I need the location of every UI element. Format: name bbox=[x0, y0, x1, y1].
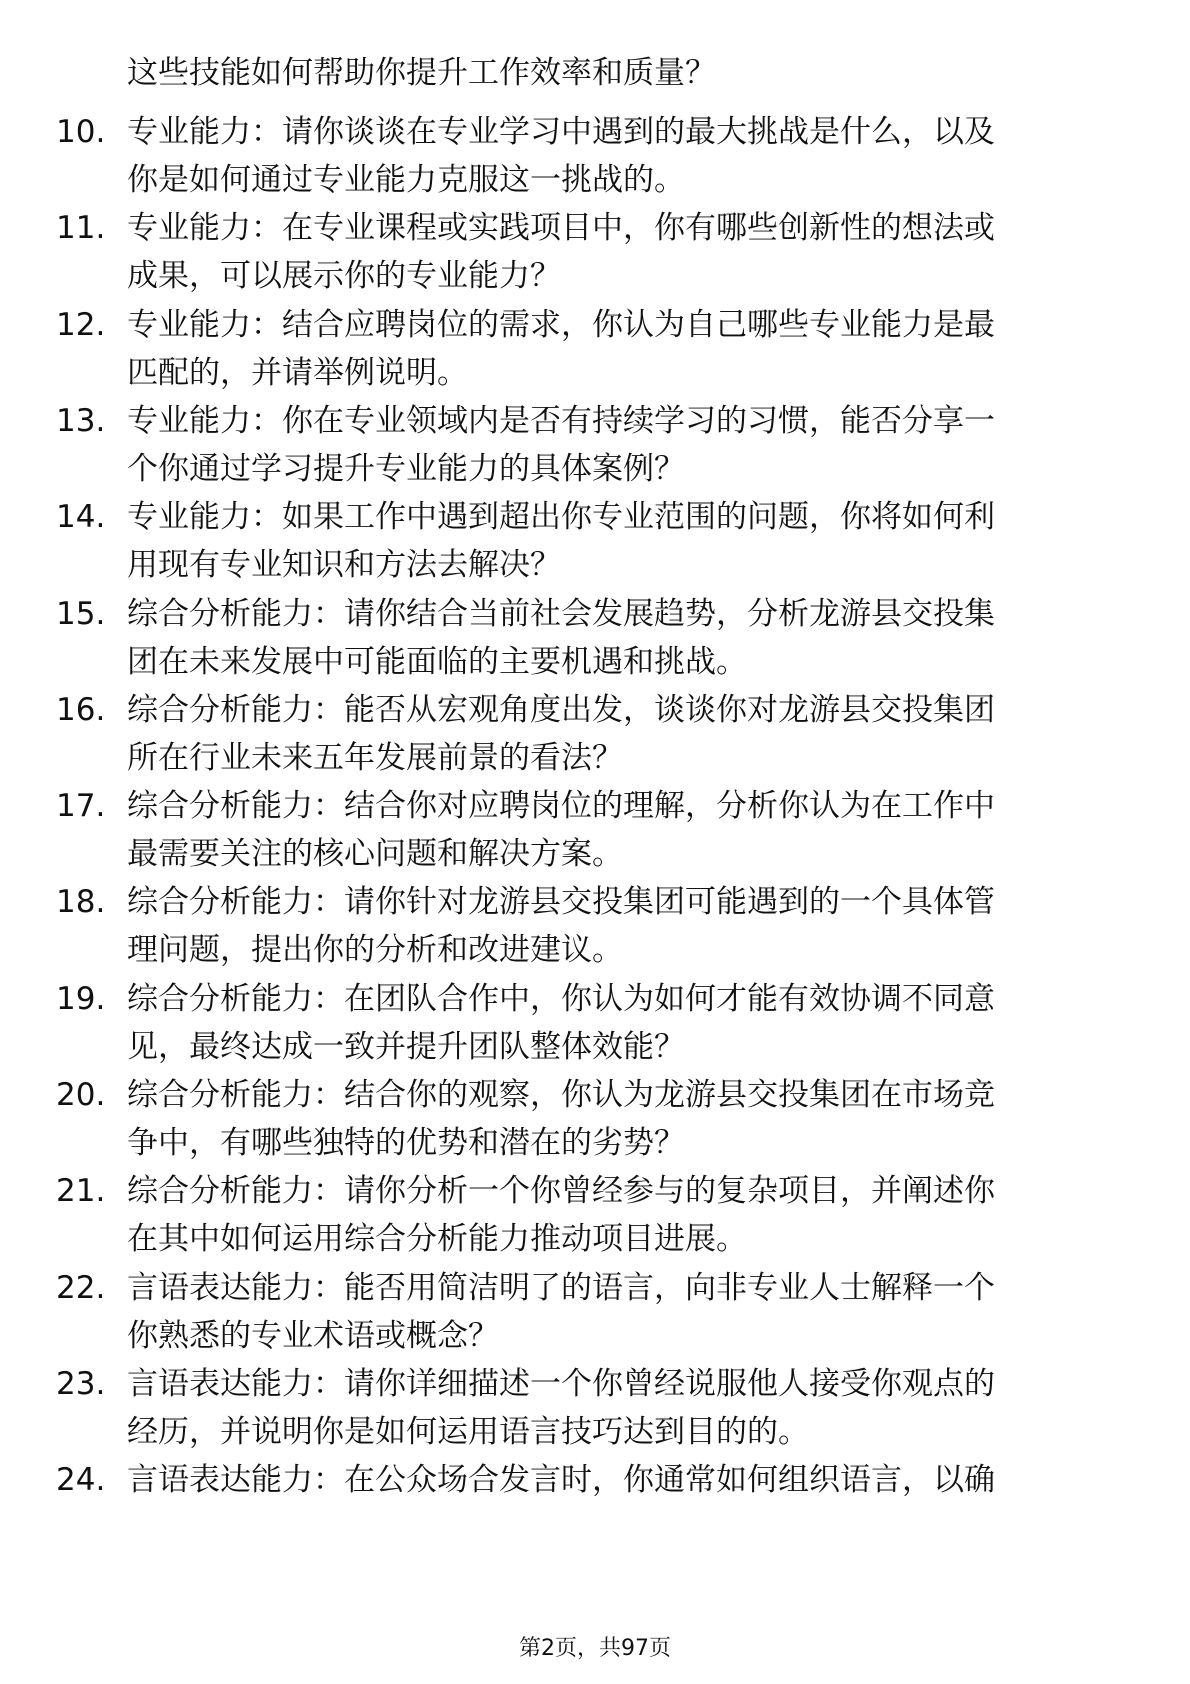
item-text bbox=[127, 1360, 1127, 1456]
item-text-line: 专业能力：在专业课程或实践项目中，你有哪些创新性的想法或 bbox=[127, 210, 995, 247]
item-text-line: 专业能力：结合应聘岗位的需求，你认为自己哪些专业能力是最 bbox=[127, 306, 995, 343]
item-text-line: 综合分析能力：请你分析一个你曾经参与的复杂项目，并阐述你 bbox=[127, 1173, 995, 1210]
item-number: 12. bbox=[56, 306, 106, 343]
item-text-line: 理问题，提出你的分析和改进建议。 bbox=[127, 932, 623, 969]
item-number: 24. bbox=[56, 1462, 106, 1499]
item-text bbox=[127, 204, 1127, 300]
item-text-line: 你熟悉的专业术语或概念？ bbox=[127, 1317, 499, 1354]
item-text-line: 争中，有哪些独特的优势和潜在的劣势？ bbox=[127, 1125, 685, 1161]
item-number: 13. bbox=[56, 402, 106, 439]
item-text-line: 经历，并说明你是如何运用语言技巧达到目的的。 bbox=[127, 1413, 809, 1450]
item-number: 17. bbox=[56, 788, 106, 825]
item-text-line: 言语表达能力：请你详细描述一个你曾经说服他人接受你观点的 bbox=[127, 1365, 995, 1402]
item-text-line: 专业能力：请你谈谈在专业学习中遇到的最大挑战是什么，以及 bbox=[127, 114, 995, 150]
item-number: 18. bbox=[56, 884, 106, 921]
item-text bbox=[127, 1456, 1127, 1504]
item-text-line: 团在未来发展中可能面临的主要机遇和挑战。 bbox=[127, 643, 747, 680]
item-text bbox=[127, 1167, 1127, 1263]
item-number: 19. bbox=[56, 980, 106, 1017]
continuation-line: 这些技能如何帮助你提升工作效率和质量？ bbox=[127, 55, 716, 91]
item-number: 20. bbox=[56, 1077, 106, 1113]
item-number: 23. bbox=[56, 1365, 106, 1402]
item-text-line: 个你通过学习提升专业能力的具体案例？ bbox=[127, 450, 685, 487]
item-text bbox=[127, 397, 1127, 493]
item-number: 21. bbox=[56, 1173, 106, 1210]
item-text-line: 匹配的，并请举例说明。 bbox=[127, 354, 468, 391]
item-number: 11. bbox=[56, 210, 106, 247]
item-text-line: 综合分析能力：结合你对应聘岗位的理解，分析你认为在工作中 bbox=[127, 788, 995, 825]
item-text-line: 综合分析能力：在团队合作中，你认为如何才能有效协调不同意 bbox=[127, 980, 995, 1017]
item-text-line: 专业能力：你在专业领域内是否有持续学习的习惯，能否分享一 bbox=[127, 402, 995, 439]
item-text-line: 综合分析能力：请你结合当前社会发展趋势，分析龙游县交投集 bbox=[127, 595, 995, 632]
item-text-line: 言语表达能力：能否用简洁明了的语言，向非专业人士解释一个 bbox=[127, 1269, 995, 1306]
item-text bbox=[127, 108, 1127, 204]
item-text-line: 最需要关注的核心问题和解决方案。 bbox=[127, 836, 623, 873]
item-text-line: 用现有专业知识和方法去解决？ bbox=[127, 547, 561, 584]
item-text bbox=[127, 590, 1127, 686]
item-number: 10. bbox=[56, 114, 106, 150]
item-text bbox=[127, 1264, 1127, 1360]
item-text bbox=[127, 975, 1127, 1071]
item-text bbox=[127, 1071, 1127, 1167]
page-footer: 第2页，共97页 bbox=[519, 1636, 671, 1661]
item-text-line: 成果，可以展示你的专业能力？ bbox=[127, 258, 561, 295]
item-number: 15. bbox=[56, 595, 106, 632]
item-text-line: 综合分析能力：能否从宏观角度出发，谈谈你对龙游县交投集团 bbox=[127, 691, 995, 728]
item-text bbox=[127, 301, 1127, 397]
item-text-line: 综合分析能力：请你针对龙游县交投集团可能遇到的一个具体管 bbox=[127, 884, 995, 921]
item-text-line: 所在行业未来五年发展前景的看法？ bbox=[127, 739, 623, 776]
item-text-line: 言语表达能力：在公众场合发言时，你通常如何组织语言，以确 bbox=[127, 1462, 995, 1499]
item-text bbox=[127, 493, 1127, 589]
item-text-line: 你是如何通过专业能力克服这一挑战的。 bbox=[127, 162, 685, 198]
item-text-line: 综合分析能力：结合你的观察，你认为龙游县交投集团在市场竞 bbox=[127, 1077, 995, 1113]
item-text bbox=[127, 686, 1127, 782]
item-number: 14. bbox=[56, 499, 106, 536]
item-text bbox=[127, 878, 1127, 974]
item-number: 16. bbox=[56, 691, 106, 728]
item-number: 22. bbox=[56, 1269, 106, 1306]
item-text-line: 在其中如何运用综合分析能力推动项目进展。 bbox=[127, 1221, 747, 1258]
item-text-line: 见，最终达成一致并提升团队整体效能？ bbox=[127, 1028, 685, 1065]
item-text-line: 专业能力：如果工作中遇到超出你专业范围的问题，你将如何利 bbox=[127, 499, 995, 536]
item-text bbox=[127, 782, 1127, 878]
